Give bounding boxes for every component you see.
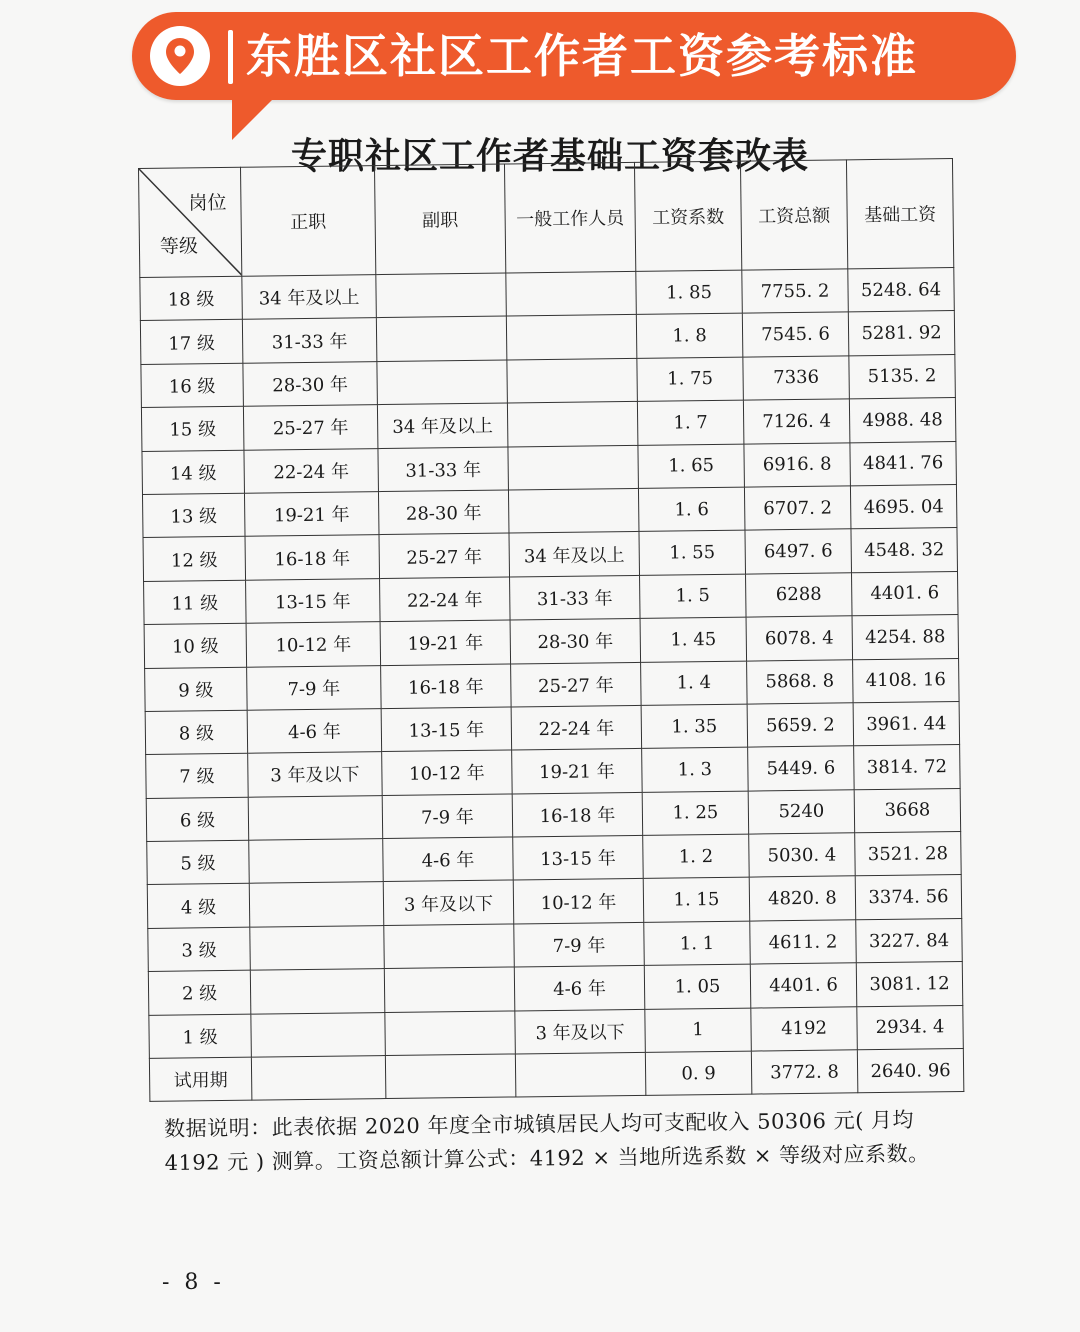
deputy-cell: 25-27 年	[379, 533, 510, 578]
base-salary-cell: 4254. 88	[852, 615, 959, 660]
header-total-salary: 工资总额	[740, 160, 847, 270]
coefficient-cell: 1. 15	[643, 878, 750, 923]
header-principal: 正职	[240, 166, 375, 277]
deputy-cell	[376, 316, 507, 361]
header-general-staff: 一般工作人员	[504, 162, 635, 273]
coefficient-cell: 0. 9	[645, 1051, 752, 1096]
total-salary-cell: 6078. 4	[746, 616, 853, 661]
general-staff-cell: 10-12 年	[513, 879, 644, 924]
grade-cell: 6 级	[146, 797, 249, 842]
base-salary-cell: 4548. 32	[851, 528, 958, 573]
grade-cell: 17 级	[140, 320, 243, 365]
data-note: 数据说明：此表依据 2020 年度全市城镇居民人均可支配收入 50306 元( 月均 4192 元 ) 测算。工资总额计算公式：4192 × 当地所选系数 × 等级对应系数。	[164, 1107, 930, 1175]
coefficient-cell: 1. 25	[642, 791, 749, 836]
deputy-cell	[377, 360, 508, 405]
principal-cell: 4-6 年	[247, 708, 382, 753]
general-staff-cell: 25-27 年	[511, 662, 642, 707]
total-salary-cell: 5868. 8	[747, 659, 854, 704]
title-banner	[132, 12, 1016, 100]
deputy-cell: 10-12 年	[382, 750, 513, 795]
total-salary-cell: 4611. 2	[750, 920, 857, 965]
grade-cell: 3 级	[148, 927, 251, 972]
general-staff-cell: 16-18 年	[512, 792, 643, 837]
principal-cell	[249, 882, 384, 927]
deputy-cell	[384, 924, 515, 969]
principal-cell	[248, 795, 383, 840]
base-salary-cell: 5135. 2	[849, 354, 956, 399]
total-salary-cell: 7755. 2	[742, 269, 849, 314]
base-salary-cell: 4695. 04	[850, 484, 957, 529]
total-salary-cell: 7545. 6	[742, 312, 849, 357]
coefficient-cell: 1. 5	[640, 574, 747, 619]
deputy-cell	[384, 967, 515, 1012]
coefficient-cell: 1. 45	[640, 617, 747, 662]
total-salary-cell: 5030. 4	[749, 833, 856, 878]
general-staff-cell	[508, 488, 639, 533]
total-salary-cell: 3772. 8	[751, 1050, 858, 1095]
total-salary-cell: 7126. 4	[743, 399, 850, 444]
total-salary-cell: 6916. 8	[744, 442, 851, 487]
general-staff-cell: 13-15 年	[513, 835, 644, 880]
grade-cell: 试用期	[149, 1057, 252, 1102]
coefficient-cell: 1. 8	[636, 314, 743, 359]
principal-cell	[250, 969, 385, 1014]
base-salary-cell: 3227. 84	[856, 918, 963, 963]
grade-cell: 12 级	[143, 537, 246, 582]
general-staff-cell	[506, 315, 637, 360]
coefficient-cell: 1. 35	[641, 704, 748, 749]
principal-cell: 7-9 年	[247, 665, 382, 710]
grade-cell: 11 级	[144, 580, 247, 625]
base-salary-cell: 4841. 76	[850, 441, 957, 486]
deputy-cell: 13-15 年	[381, 707, 512, 752]
coefficient-cell: 1. 1	[644, 921, 751, 966]
table-header-row	[139, 159, 954, 278]
table-row	[149, 1049, 963, 1102]
deputy-cell: 16-18 年	[381, 664, 512, 709]
principal-cell: 19-21 年	[244, 492, 379, 537]
base-salary-cell: 3521. 28	[855, 832, 962, 877]
base-salary-cell: 3374. 56	[855, 875, 962, 920]
total-salary-cell: 6707. 2	[744, 486, 851, 531]
principal-cell	[251, 1012, 386, 1057]
table-body	[140, 268, 964, 1102]
coefficient-cell: 1. 85	[636, 270, 743, 315]
general-staff-cell: 3 年及以下	[515, 1009, 646, 1054]
base-salary-cell: 4401. 6	[851, 571, 958, 616]
principal-cell: 10-12 年	[246, 622, 381, 667]
coefficient-cell: 1. 2	[643, 834, 750, 879]
corner-post-label: 岗位	[188, 191, 227, 215]
general-staff-cell	[507, 358, 638, 403]
principal-cell: 34 年及以上	[242, 275, 377, 320]
general-staff-cell: 4-6 年	[514, 966, 645, 1011]
principal-cell: 3 年及以下	[248, 752, 383, 797]
general-staff-cell	[515, 1052, 646, 1097]
grade-cell: 4 级	[147, 884, 250, 929]
deputy-cell	[385, 1054, 516, 1099]
header-base-salary: 基础工资	[846, 159, 953, 269]
banner-divider	[228, 30, 233, 84]
deputy-cell: 7-9 年	[382, 794, 513, 839]
grade-cell: 18 级	[140, 276, 243, 321]
total-salary-cell: 5449. 6	[748, 746, 855, 791]
principal-cell: 16-18 年	[245, 535, 380, 580]
general-staff-cell	[508, 445, 639, 490]
location-pin-icon	[165, 37, 195, 75]
base-salary-cell: 5248. 64	[848, 268, 955, 313]
header-deputy: 副职	[374, 164, 505, 275]
deputy-cell: 34 年及以上	[377, 403, 508, 448]
base-salary-cell: 3814. 72	[854, 745, 961, 790]
grade-cell: 5 级	[147, 840, 250, 885]
total-salary-cell: 6288	[746, 573, 853, 618]
grade-cell: 13 级	[142, 493, 245, 538]
total-salary-cell: 6497. 6	[745, 529, 852, 574]
grade-cell: 16 级	[141, 363, 244, 408]
general-staff-cell	[506, 271, 637, 316]
general-staff-cell	[507, 402, 638, 447]
grade-cell: 14 级	[142, 450, 245, 495]
base-salary-cell: 4108. 16	[853, 658, 960, 703]
grade-cell: 15 级	[141, 406, 244, 451]
principal-cell: 31-33 年	[242, 318, 377, 363]
base-salary-cell: 3961. 44	[853, 701, 960, 746]
base-salary-cell: 4988. 48	[849, 398, 956, 443]
grade-cell: 2 级	[148, 970, 251, 1015]
base-salary-cell: 3081. 12	[856, 962, 963, 1007]
salary-table	[138, 158, 964, 1102]
total-salary-cell: 7336	[743, 356, 850, 401]
grade-cell: 1 级	[149, 1014, 252, 1059]
principal-cell: 13-15 年	[246, 578, 381, 623]
diagonal-line	[139, 168, 242, 277]
principal-cell	[249, 839, 384, 884]
coefficient-cell: 1. 3	[642, 747, 749, 792]
deputy-cell	[385, 1011, 516, 1056]
total-salary-cell: 4192	[751, 1006, 858, 1051]
deputy-cell: 22-24 年	[380, 577, 511, 622]
coefficient-cell: 1. 7	[637, 400, 744, 445]
grade-cell: 7 级	[146, 754, 249, 799]
grade-cell: 9 级	[145, 667, 248, 712]
coefficient-cell: 1. 65	[638, 444, 745, 489]
general-staff-cell: 28-30 年	[510, 619, 641, 664]
coefficient-cell: 1	[645, 1008, 752, 1053]
deputy-cell	[376, 273, 507, 318]
coefficient-cell: 1. 55	[639, 530, 746, 575]
deputy-cell: 19-21 年	[380, 620, 511, 665]
general-staff-cell: 34 年及以上	[509, 532, 640, 577]
document-title: 专职社区工作者基础工资套改表	[290, 135, 809, 177]
deputy-cell: 3 年及以下	[383, 880, 514, 925]
corner-header-cell	[139, 167, 242, 277]
deputy-cell: 28-30 年	[378, 490, 509, 535]
base-salary-cell: 5281. 92	[848, 311, 955, 356]
header-coefficient: 工资系数	[634, 161, 741, 271]
principal-cell: 28-30 年	[243, 361, 378, 406]
page-number: - 8 -	[162, 1270, 225, 1295]
total-salary-cell: 4820. 8	[749, 876, 856, 921]
coefficient-cell: 1. 05	[644, 964, 751, 1009]
total-salary-cell: 5240	[748, 789, 855, 834]
location-pin-badge	[150, 26, 210, 86]
principal-cell	[251, 1056, 386, 1101]
general-staff-cell: 22-24 年	[511, 705, 642, 750]
principal-cell	[250, 925, 385, 970]
general-staff-cell: 31-33 年	[510, 575, 641, 620]
corner-grade-label: 等级	[159, 235, 199, 258]
grade-cell: 8 级	[145, 710, 248, 755]
salary-table-wrapper	[138, 158, 963, 1102]
banner-title: 东胜区社区工作者工资参考标准	[246, 29, 918, 83]
coefficient-cell: 1. 4	[641, 661, 748, 706]
grade-cell: 10 级	[144, 623, 247, 668]
coefficient-cell: 1. 75	[637, 357, 744, 402]
base-salary-cell: 2934. 4	[857, 1005, 964, 1050]
principal-cell: 25-27 年	[243, 405, 378, 450]
total-salary-cell: 5659. 2	[747, 703, 854, 748]
base-salary-cell: 2640. 96	[857, 1049, 964, 1094]
deputy-cell: 4-6 年	[383, 837, 514, 882]
total-salary-cell: 4401. 6	[750, 963, 857, 1008]
general-staff-cell: 7-9 年	[514, 922, 645, 967]
coefficient-cell: 1. 6	[638, 487, 745, 532]
deputy-cell: 31-33 年	[378, 447, 509, 492]
base-salary-cell: 3668	[854, 788, 961, 833]
principal-cell: 22-24 年	[244, 448, 379, 493]
general-staff-cell: 19-21 年	[512, 749, 643, 794]
